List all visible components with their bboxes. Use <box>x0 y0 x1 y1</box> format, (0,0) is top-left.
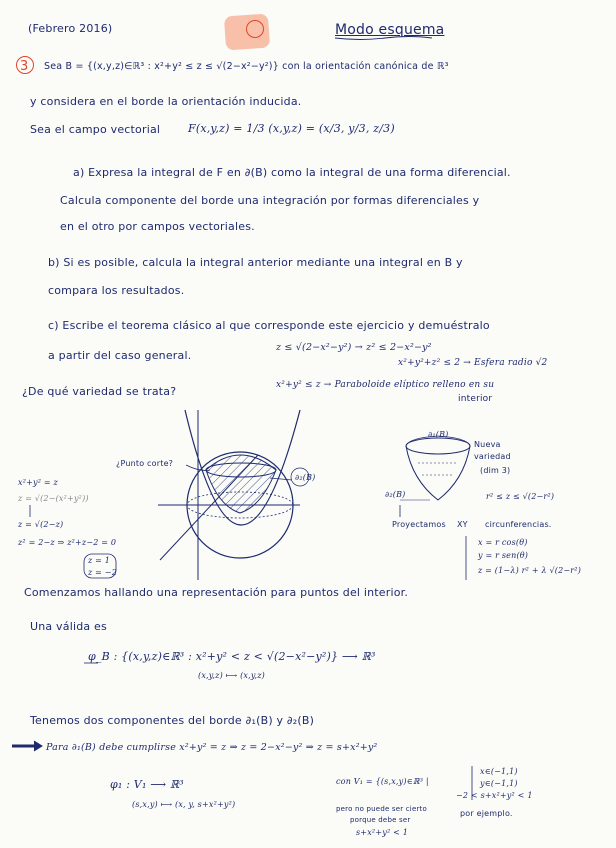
note-no-2: porque debe ser <box>350 816 411 824</box>
fig-top-label: ∂₁(B) <box>428 430 449 439</box>
calc-root-1: z = 1 <box>88 556 111 565</box>
problem-line-3-text: Sea el campo vectorial <box>30 123 161 136</box>
part-c-line-2: a partir del caso general. <box>48 349 192 362</box>
param-z: z = (1−λ) r² + λ √(2−r²) <box>478 566 582 575</box>
date-label: (Febrero 2016) <box>28 22 113 35</box>
para-line: Para ∂₁(B) debe cumplirse x²+y² = z ⇒ z = 2−x²−y² ⇒ z = s+x²+y² <box>46 742 378 753</box>
cond-s: −2 < s+x²+y² < 1 <box>456 791 533 800</box>
problem-line-3-formula: F(x,y,z) = 1/3 (x,y,z) = (x/3, y/3, z/3) <box>188 122 395 135</box>
nueva-2: variedad <box>474 452 511 461</box>
interior-arrow <box>270 478 292 480</box>
problem-line-2: y considera en el borde la orientación inducida. <box>30 95 302 108</box>
phi-b-map: (x,y,z) ⟼ (x,y,z) <box>198 671 265 680</box>
calc-line-2: z = √(2−(x²+y²)) <box>18 494 89 503</box>
phi-1-map: (s,x,y) ⟼ (x, y, s+x²+y²) <box>132 800 236 809</box>
tenemos-line: Tenemos dos componentes del borde ∂₁(B) y ∂₂(B) <box>30 714 315 727</box>
punto-corte-label: ¿Punto corte? <box>116 459 174 468</box>
part-b-line-1: b) Si es posible, calcula la integral anterior mediante una integral en B y <box>48 256 463 269</box>
interior-label-circle <box>291 468 309 486</box>
part-a-line-3: en el otro por campos vectoriales. <box>60 220 255 233</box>
title-underline <box>335 37 432 40</box>
note-right-3: x²+y² ≤ z → Paraboloide elíptico relleno en su <box>276 380 495 390</box>
question-variety: ¿De qué variedad se trata? <box>22 385 177 398</box>
part-a-line-2: Calcula componente del borde una integración por formas diferenciales y <box>60 194 480 207</box>
nueva-3: (dim 3) <box>480 466 511 475</box>
param-y: y = r sen(θ) <box>478 551 529 560</box>
cond-x: x∈(−1,1) <box>480 767 518 776</box>
page-title: Modo esquema <box>335 22 445 38</box>
phi-1-def: φ₁ : V₁ ⟶ ℝ³ <box>110 778 184 791</box>
cond-y: y∈(−1,1) <box>480 779 518 788</box>
calc-line-1: x²+y² = z <box>18 478 58 487</box>
calc-line-3: z = √(2−z) <box>18 520 64 529</box>
problem-number: 3 <box>20 59 29 74</box>
part-b-line-2: compara los resultados. <box>48 284 185 297</box>
xy-label: XY <box>457 520 468 529</box>
note-right-1: z ≤ √(2−x²−y²) → z² ≤ 2−x²−y² <box>276 342 432 353</box>
note-no-1: pero no puede ser cierto <box>336 805 427 813</box>
part-a-line-1: a) Expresa la integral de F en ∂(B) como la integral de una forma diferencial. <box>73 166 511 179</box>
proyect-label: Proyectamos <box>392 520 446 529</box>
valida-line: Una válida es <box>30 620 107 633</box>
param-x: x = r cos(θ) <box>478 538 528 547</box>
nueva-1: Nueva <box>474 440 501 449</box>
interior-label: ∂₂(B) <box>295 473 316 482</box>
part-c-line-1: c) Escribe el teorema clásico al que corresponde este ejercicio y demuéstralo <box>48 319 490 332</box>
note-no-3: s+x²+y² < 1 <box>356 828 409 837</box>
calc-line-4: z² = 2−z ⇒ z²+z−2 = 0 <box>18 538 117 547</box>
circ-label: circunferencias. <box>485 520 552 529</box>
cond-ejemplo: por ejemplo. <box>460 809 513 818</box>
calc-root-2: z = −2 <box>88 568 117 577</box>
v1-def: con V₁ = {(s,x,y)∈ℝ³ | <box>336 777 429 786</box>
para-arrow-head <box>34 741 42 751</box>
fig-side-label: ∂₂(B) <box>385 490 406 499</box>
problem-line-1: Sea B = {(x,y,z)∈ℝ³ : x²+y² ≤ z ≤ √(2−x²−y²)} con la orientación canónica de ℝ³ <box>44 61 449 72</box>
comenzamos-line: Comenzamos hallando una representación para puntos del interior. <box>24 586 409 599</box>
cyl-inequality: r² ≤ z ≤ √(2−r²) <box>486 492 555 501</box>
top-cap-ellipse <box>406 438 470 454</box>
note-right-4: interior <box>458 394 493 404</box>
phi-b-def: φ_B : {(x,y,z)∈ℝ³ : x²+y² < z < √(2−x²−y²)} ⟶ ℝ³ <box>88 650 376 663</box>
note-right-2: x²+y²+z² ≤ 2 → Esfera radio √2 <box>398 358 548 368</box>
roots-box <box>84 554 116 578</box>
